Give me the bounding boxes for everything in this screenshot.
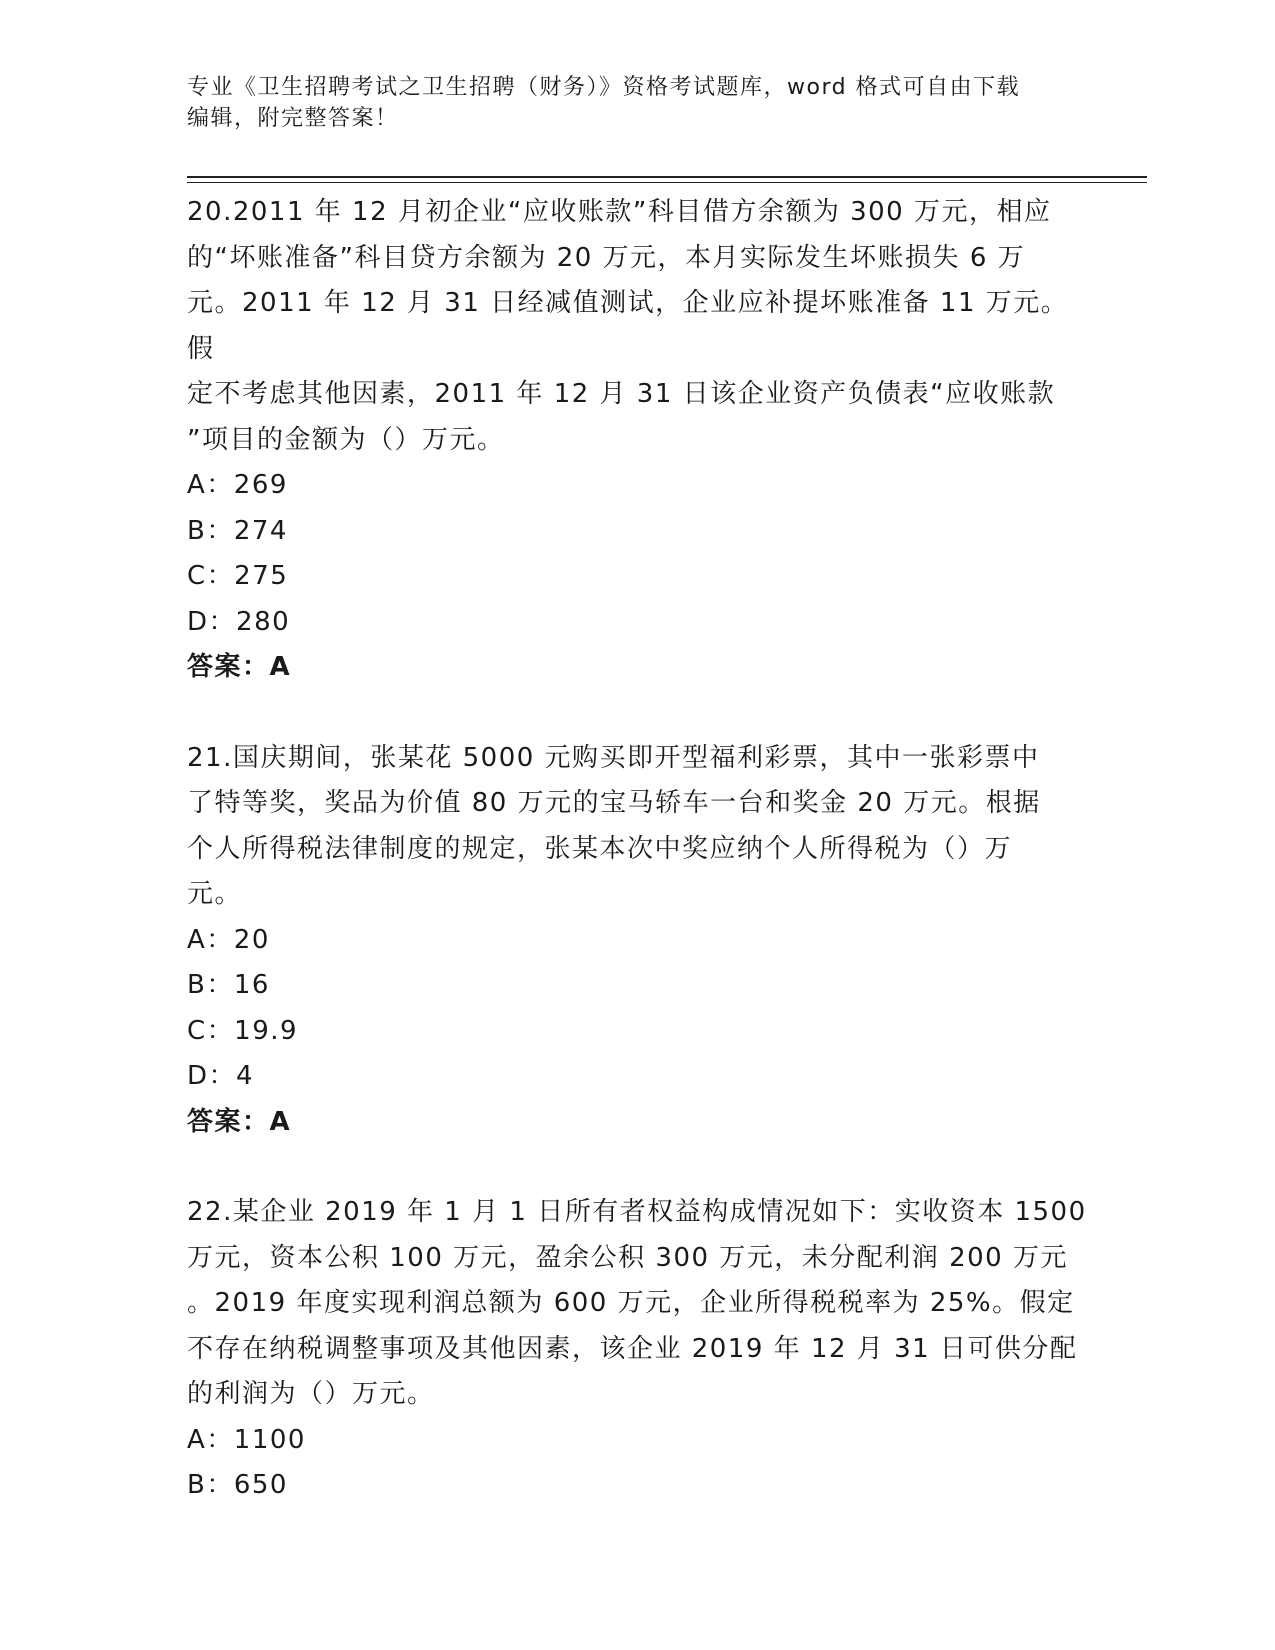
option-c: C：275	[187, 561, 289, 591]
option-c: C：19.9	[187, 1015, 299, 1046]
option-b: B：274	[187, 515, 288, 546]
header-line-2: 编辑，附完整答案！	[187, 106, 399, 131]
question-text-line: 元。	[187, 879, 243, 909]
question-text-line: 22.某企业 2019 年 1 月 1 日所有者权益构成情况如下：实收资本 1500	[187, 1197, 1087, 1227]
question-21	[187, 736, 1087, 1146]
question-text-line: 定不考虑其他因素，2011 年 12 月 31 日该企业资产负债表“应收账款	[187, 379, 1056, 409]
question-text-line: 的利润为（）万元。	[187, 1379, 435, 1409]
option-d: D：280	[187, 606, 291, 637]
question-22	[187, 1190, 1087, 1509]
question-text-line: 20.2011 年 12 月初企业“应收账款”科目借方余额为 300 万元，相应	[187, 197, 1052, 227]
question-text-line: 21.国庆期间，张某花 5000 元购买即开型福利彩票，其中一张彩票中	[187, 742, 1040, 773]
header-rule-thin	[187, 182, 1147, 183]
answer: 答案：A	[187, 652, 292, 682]
question-text-line: 不存在纳税调整事项及其他因素，该企业 2019 年 12 月 31 日可供分配	[187, 1333, 1078, 1364]
question-20	[187, 190, 1087, 691]
answer: 答案：A	[187, 1106, 292, 1137]
header-rule-thick	[187, 176, 1147, 178]
page-header	[187, 72, 1067, 134]
question-text-line: 了特等奖，奖品为价值 80 万元的宝马轿车一台和奖金 20 万元。根据	[187, 788, 1041, 818]
question-text-line: 元。2011 年 12 月 31 日经减值测试，企业应补提坏账准备 11 万元。假	[187, 288, 1069, 364]
option-b: B：16	[187, 970, 270, 1000]
option-a: A：269	[187, 470, 288, 500]
option-d: D：4	[187, 1061, 255, 1091]
question-text-line: 的“坏账准备”科目贷方余额为 20 万元，本月实际发生坏账损失 6 万	[187, 242, 1026, 273]
question-text-line: 。2019 年度实现利润总额为 600 万元，企业所得税税率为 25%。假定	[187, 1288, 1075, 1318]
question-text-line: 个人所得税法律制度的规定，张某本次中奖应纳个人所得税为（）万	[187, 833, 1013, 864]
header-line-1: 专业《卫生招聘考试之卫生招聘（财务）》资格考试题库，word 格式可自由下载	[187, 75, 1021, 100]
question-text-line: 万元，资本公积 100 万元，盈余公积 300 万元，未分配利润 200 万元	[187, 1242, 1068, 1273]
question-list	[187, 190, 1087, 1509]
question-text-line: ”项目的金额为（）万元。	[187, 424, 505, 455]
option-b: B：650	[187, 1470, 288, 1500]
option-a: A：1100	[187, 1424, 306, 1455]
option-a: A：20	[187, 924, 270, 955]
